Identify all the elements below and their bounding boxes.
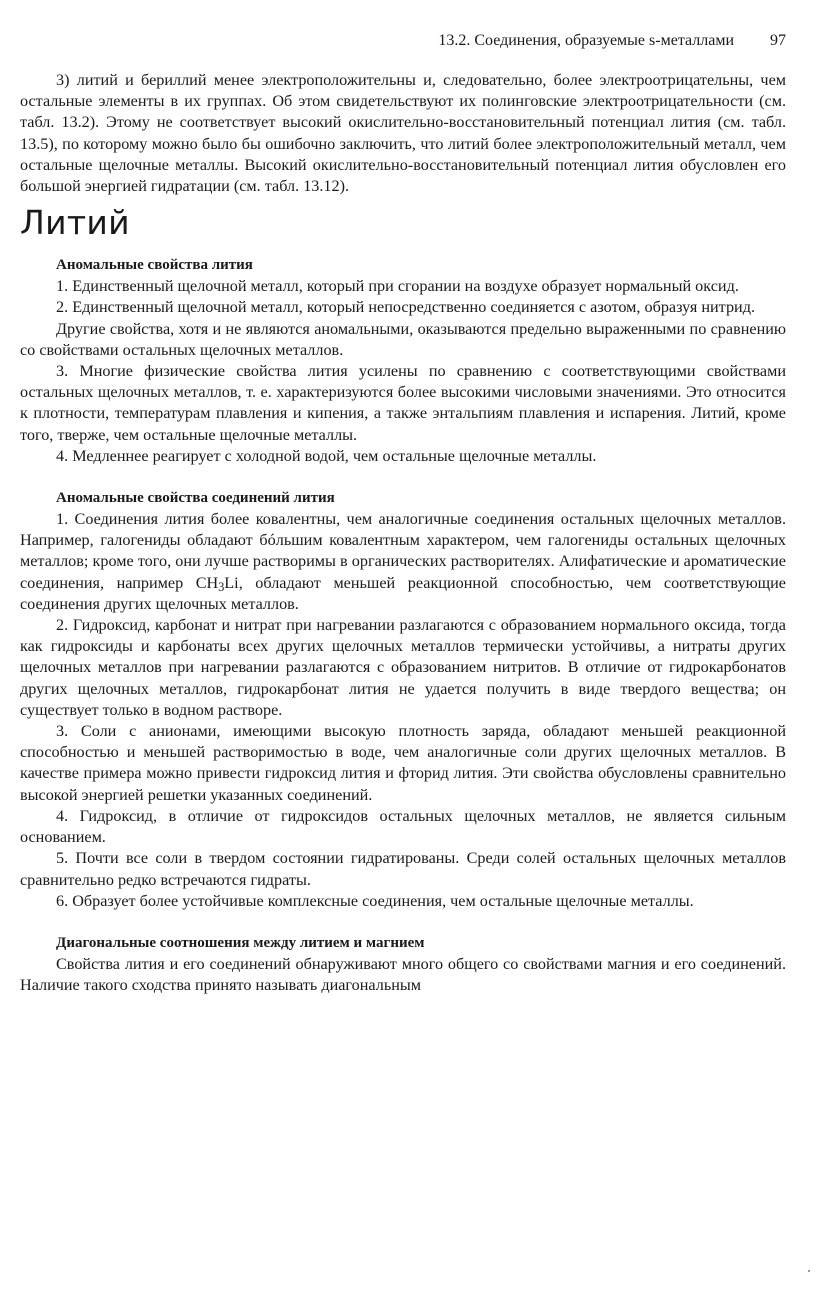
paragraph-with-formula [20, 509, 786, 615]
paragraph: 2. Единственный щелочной металл, который непосредственно соединяется с азотом, образуя нитрид. [56, 298, 755, 317]
text-run: 1. Соединения лития более ковалентны, чем аналогичные соединения остальных щелочных металлов. Например, галогениды обладают бóльшим ковалентным характером, чем галогениды остальных щелочных металлов; кроме того, они лучше растворимы в органических растворителях. Алифатические и ароматические соединения, например CH [20, 510, 786, 592]
running-header [20, 32, 786, 54]
subheading-anomalous-compounds: Аномальные свойства соединений лития [56, 490, 335, 507]
running-title: 13.2. Соединения, образуемые s-металлами [438, 32, 734, 49]
text-run: , обладают меньшей реакционной способностью, чем соответствующие соединения других щелочных металлов. [20, 573, 786, 613]
spacer [20, 467, 786, 488]
page-content [20, 70, 786, 996]
spacer [20, 912, 786, 933]
page-number: 97 [770, 32, 786, 49]
paragraph: 3. Многие физические свойства лития усилены по сравнению с соответствующими свойствами остальных щелочных металлов, т. е. характеризуются более высокими числовыми значениями. Это относится к плотности, температурам плавления и кипения, а также энтальпиям плавления и испарения. Литий, кроме того, тверже, чем остальные щелочные металлы. [20, 362, 786, 444]
paragraph: 4. Гидроксид, в отличие от гидроксидов остальных щелочных металлов, не является сильным основанием. [20, 806, 786, 847]
subheading-diagonal: Диагональные соотношения между литием и магнием [56, 934, 425, 951]
paragraph: 1. Единственный щелочной металл, который при сгорании на воздухе образует нормальный оксид. [56, 277, 739, 296]
paragraph: 2. Гидроксид, карбонат и нитрат при нагревании разлагаются с образованием нормального оксида, тогда как гидроксиды и карбонаты всех других щелочных металлов термически устойчивы, а нитраты других щелочных металлов при нагревании разлагаются с образованием нитритов. В отличие от гидрокарбонатов других щелочных металлов, гидрокарбонат лития не удается получить в виде твердого вещества; он существует только в водном растворе. [20, 616, 786, 719]
subheading-anomalous-properties: Аномальные свойства лития [56, 257, 253, 274]
formula-subscript: 3 [218, 579, 225, 594]
formula-tail: Li [224, 573, 239, 592]
section-title: Литий [20, 203, 130, 243]
paragraph: 3. Соли с анионами, имеющими высокую плотность заряда, обладают меньшей реакционной способностью и меньшей растворимостью в воде, чем аналогичные соли других щелочных металлов. В качестве примера можно привести гидроксид лития и фторид лития. Эти свойства обусловлены сравнительно высокой энергией решетки указанных соединений. [20, 722, 786, 804]
paragraph: 5. Почти все соли в твердом состоянии гидратированы. Среди солей остальных щелочных металлов сравнительно редко встречаются гидраты. [20, 849, 786, 889]
paragraph: 6. Образует более устойчивые комплексные соединения, чем остальные щелочные металлы. [56, 891, 694, 910]
paragraph: Другие свойства, хотя и не являются аномальными, оказываются предельно выраженными по сравнению со свойствами остальных щелочных металлов. [20, 319, 786, 359]
scan-speck [808, 1270, 810, 1272]
paragraph: Свойства лития и его соединений обнаруживают много общего со свойствами магния и его соединений. Наличие такого сходства принято называть диагональным [20, 954, 786, 995]
paragraph: 4. Медленнее реагирует с холодной водой, чем остальные щелочные металлы. [56, 446, 597, 465]
intro-paragraph: 3) литий и бериллий менее электроположительны и, следовательно, более электроотрицательны, чем остальные элементы в их группах. Об этом свидетельствуют их полинговские электроотрицательности (см. табл. 13.2). Этому не соответствует высокий окислительно-восстановительный потенциал лития (см. табл. 13.5), по которому можно было бы ошибочно заключить, что литий более электроположительный металл, чем остальные щелочные металлы. Высокий окислительно-восстановительный потенциал лития обусловлен его большой энергией гидратации (см. табл. 13.12). [20, 71, 786, 196]
